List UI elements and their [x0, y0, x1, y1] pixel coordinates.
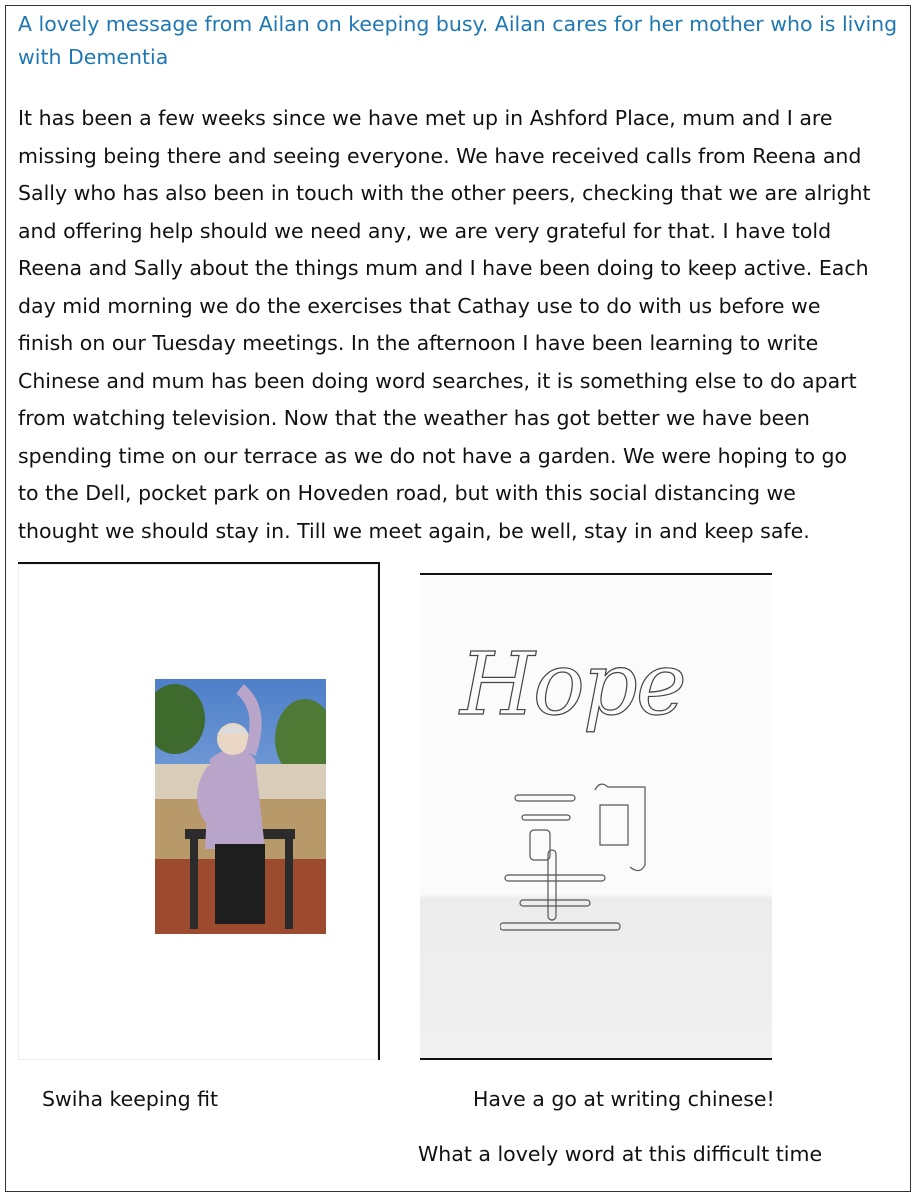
exercise-photo-scan [18, 562, 380, 1060]
body-line: from watching television. Now that the weather has got better we have been [18, 406, 810, 430]
body-line: thought we should stay in. Till we meet again, be well, stay in and keep safe. [18, 518, 810, 543]
body-line: and offering help should we need any, we are very grateful for that. I have told [18, 218, 832, 243]
article-body [18, 100, 898, 550]
body-line: Chinese and mum has been doing word searches, it is something else to do apart [18, 368, 857, 393]
exercise-photo [155, 679, 326, 934]
body-line: Reena and Sally about the things mum and I have been doing to keep active. Each [18, 256, 869, 280]
photo-caption: Swiha keeping fit [42, 1087, 219, 1111]
body-line: missing being there and seeing everyone. We have received calls from Reena and [18, 143, 862, 168]
body-line: day mid morning we do the exercises that Cathay use to do with us before we [18, 293, 821, 318]
handwriting-scan [420, 573, 772, 1060]
handwriting-caption: Have a go at writing chinese! [473, 1087, 775, 1111]
handwriting-subcaption: What a lovely word at this difficult time [418, 1142, 823, 1166]
body-line: finish on our Tuesday meetings. In the afternoon I have been learning to write [18, 331, 819, 355]
article-heading: A lovely message from Ailan on keeping busy. Ailan cares for her mother who is living with Dementia [18, 12, 898, 69]
body-line: to the Dell, pocket park on Hoveden road, but with this social distancing we [18, 481, 796, 505]
chinese-character-drawing [500, 775, 670, 935]
body-line: It has been a few weeks since we have met up in Ashford Place, mum and I are [18, 106, 833, 130]
body-line: Sally who has also been in touch with the other peers, checking that we are alright [18, 181, 871, 205]
body-line: spending time on our terrace as we do not have a garden. We were hoping to go [18, 443, 848, 468]
hope-handwriting: Hope [460, 635, 685, 735]
woman-exercising-illustration [155, 679, 326, 934]
